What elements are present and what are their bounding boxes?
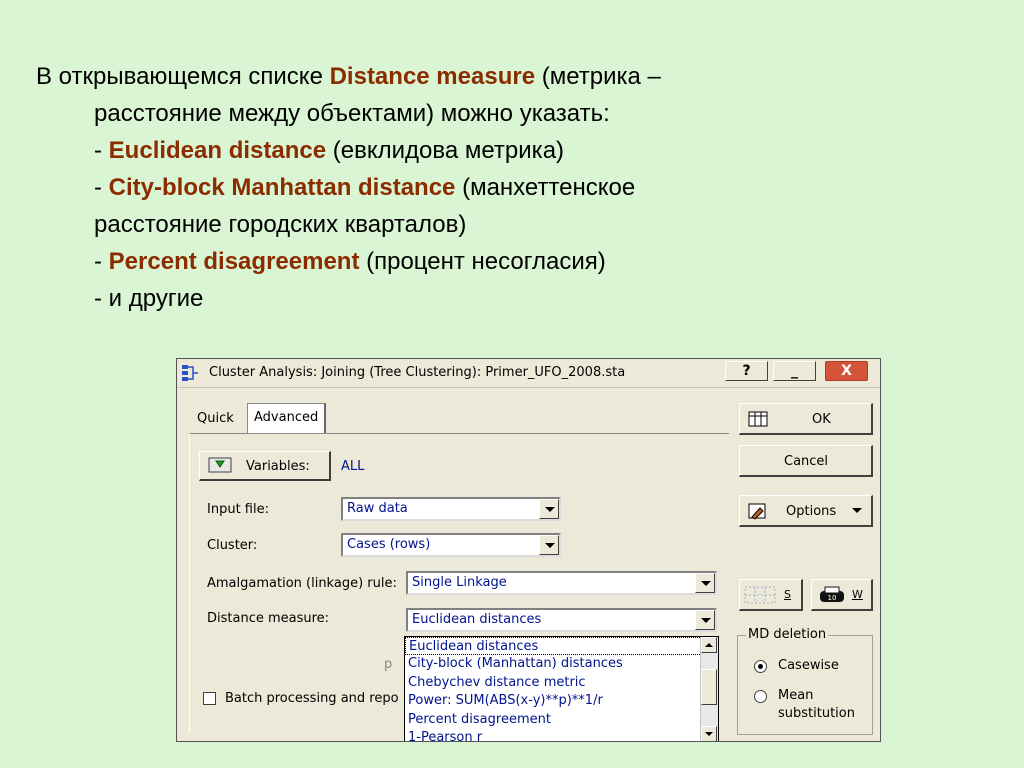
scroll-up-icon[interactable] bbox=[701, 637, 717, 653]
list-item[interactable]: Power: SUM(ABS(x-y)**p)**1/r bbox=[408, 693, 603, 709]
highlight-percent: Percent disagreement bbox=[108, 248, 360, 275]
cancel-button[interactable]: Cancel bbox=[739, 445, 873, 477]
highlight-distance-measure: Distance measure bbox=[329, 63, 536, 90]
highlight-euclidean: Euclidean distance bbox=[108, 137, 327, 164]
app-icon bbox=[181, 364, 199, 382]
cluster-label: Cluster: bbox=[207, 538, 258, 553]
printer-icon bbox=[818, 585, 846, 605]
scroll-thumb[interactable] bbox=[701, 669, 717, 705]
table-icon bbox=[748, 411, 768, 427]
slide-text bbox=[36, 58, 996, 317]
distance-measure-label: Distance measure: bbox=[207, 611, 330, 626]
help-button[interactable]: ? bbox=[725, 361, 768, 381]
text-line-4: - City-block Manhattan distance (манхеттенское bbox=[94, 174, 636, 201]
window-title: Cluster Analysis: Joining (Tree Clustering): Primer_UFO_2008.sta bbox=[209, 365, 626, 380]
variables-button[interactable]: Variables: bbox=[199, 451, 331, 481]
distance-measure-dropdown[interactable] bbox=[404, 636, 719, 742]
s-button[interactable]: S bbox=[739, 579, 803, 611]
list-item[interactable]: Percent disagreement bbox=[408, 711, 551, 727]
svg-text:10: 10 bbox=[827, 594, 837, 602]
text-line-1: В открывающемся списке Distance measure (метрика – bbox=[36, 63, 661, 90]
scrollbar[interactable] bbox=[700, 637, 718, 742]
scroll-down-icon[interactable] bbox=[701, 726, 717, 742]
list-item[interactable]: City-block (Manhattan) distances bbox=[408, 656, 623, 672]
batch-processing-label: Batch processing and repo bbox=[225, 691, 399, 706]
w-button[interactable]: 10 W bbox=[811, 579, 873, 611]
text-line-2: расстояние между объектами) можно указать: bbox=[94, 100, 610, 127]
text-line-3: - Euclidean distance (евклидова метрика) bbox=[94, 137, 565, 164]
mean-label: Mean bbox=[778, 688, 814, 703]
mean-substitution-radio[interactable] bbox=[754, 690, 767, 703]
variables-value: ALL bbox=[341, 459, 365, 474]
md-deletion-group bbox=[737, 627, 873, 735]
cluster-select[interactable]: Cases (rows) bbox=[341, 533, 561, 557]
chevron-down-icon bbox=[852, 508, 862, 513]
cluster-analysis-dialog bbox=[176, 358, 881, 742]
chevron-down-icon[interactable] bbox=[539, 535, 559, 555]
minimize-button[interactable]: _ bbox=[773, 361, 816, 381]
highlight-city-block: City-block Manhattan distance bbox=[108, 174, 456, 201]
title-bar[interactable] bbox=[177, 359, 880, 388]
chevron-down-icon[interactable] bbox=[539, 499, 559, 519]
casewise-label: Casewise bbox=[778, 658, 839, 673]
options-icon bbox=[748, 503, 768, 521]
partial-label: p bbox=[384, 657, 393, 672]
casewise-radio[interactable] bbox=[754, 660, 767, 673]
chevron-down-icon[interactable] bbox=[695, 610, 715, 630]
substitution-label: substitution bbox=[778, 706, 855, 721]
input-file-select[interactable]: Raw data bbox=[341, 497, 561, 521]
batch-processing-checkbox[interactable] bbox=[203, 692, 216, 705]
tab-quick[interactable]: Quick bbox=[197, 411, 234, 426]
input-file-label: Input file: bbox=[207, 502, 269, 517]
ok-button[interactable]: OK bbox=[739, 403, 873, 435]
options-button[interactable]: Options bbox=[739, 495, 873, 527]
text-line-6: - Percent disagreement (процент несогласия) bbox=[94, 248, 606, 275]
list-item[interactable]: 1-Pearson r bbox=[408, 729, 483, 742]
amalgamation-label: Amalgamation (linkage) rule: bbox=[207, 576, 397, 591]
chevron-down-icon[interactable] bbox=[695, 573, 715, 593]
list-item[interactable]: Euclidean distances bbox=[405, 637, 718, 655]
text-line-7: - и другие bbox=[94, 285, 204, 312]
distance-measure-select[interactable]: Euclidean distances bbox=[406, 608, 717, 632]
close-button[interactable]: X bbox=[825, 361, 868, 381]
tab-advanced[interactable]: Advanced bbox=[247, 403, 326, 433]
grid-icon bbox=[744, 586, 776, 604]
list-item[interactable]: Chebychev distance metric bbox=[408, 674, 586, 690]
variables-icon bbox=[208, 457, 232, 475]
text-line-5: расстояние городских кварталов) bbox=[94, 211, 467, 238]
amalgamation-select[interactable]: Single Linkage bbox=[406, 571, 717, 595]
md-deletion-title: MD deletion bbox=[748, 627, 827, 642]
